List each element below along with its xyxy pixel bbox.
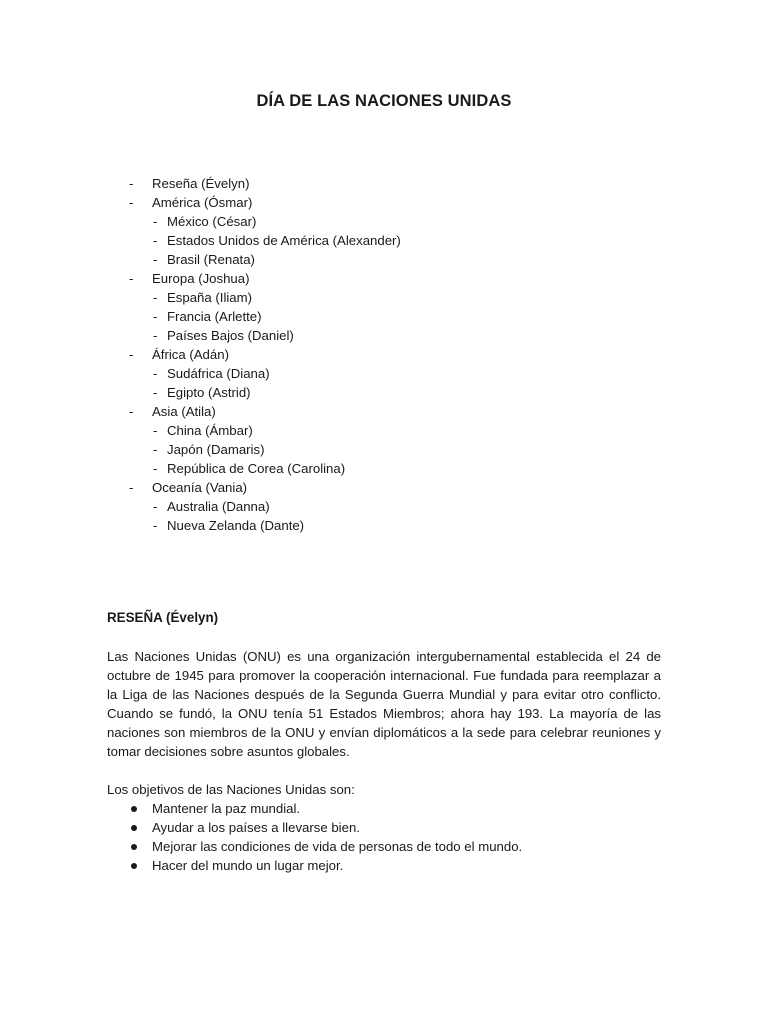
list-dash: - xyxy=(153,423,158,438)
outline-item-text: Reseña (Évelyn) xyxy=(152,176,250,191)
outline-subitem-text: España (Iliam) xyxy=(167,290,253,305)
list-dash: - xyxy=(153,328,158,343)
outline-item-text: Oceanía (Vania) xyxy=(152,480,248,495)
objective-text: Mantener la paz mundial. xyxy=(152,801,301,816)
outline-item-text: Asia (Atila) xyxy=(152,404,216,419)
objectives-intro: Los objetivos de las Naciones Unidas son: xyxy=(107,782,355,797)
list-dash: - xyxy=(153,309,158,324)
outline-item-text: América (Ósmar) xyxy=(152,195,253,210)
outline-subitem-text: Estados Unidos de América (Alexander) xyxy=(167,233,401,248)
list-dash: - xyxy=(153,214,158,229)
list-dash: - xyxy=(153,442,158,457)
list-dash: - xyxy=(129,271,134,286)
section-heading: RESEÑA (Évelyn) xyxy=(107,610,219,625)
list-dash: - xyxy=(153,233,158,248)
list-dash: - xyxy=(153,290,158,305)
list-dash: - xyxy=(153,518,158,533)
objective-text: Ayudar a los países a llevarse bien. xyxy=(152,820,360,835)
list-dash: - xyxy=(129,347,134,362)
list-dash: - xyxy=(129,480,134,495)
outline-subitem-text: Francia (Arlette) xyxy=(167,309,262,324)
list-dash: - xyxy=(153,461,158,476)
bullet-icon xyxy=(131,844,137,850)
objective-text: Mejorar las condiciones de vida de personas de todo el mundo. xyxy=(152,839,523,854)
list-dash: - xyxy=(129,404,134,419)
document-title: DÍA DE LAS NACIONES UNIDAS xyxy=(256,92,512,110)
list-dash: - xyxy=(153,385,158,400)
outline-subitem-text: Egipto (Astrid) xyxy=(167,385,251,400)
bullet-icon xyxy=(131,825,137,831)
list-dash: - xyxy=(129,195,134,210)
objective-text: Hacer del mundo un lugar mejor. xyxy=(152,858,344,873)
outline-subitem-text: Australia (Danna) xyxy=(167,499,270,514)
list-dash: - xyxy=(153,252,158,267)
outline-item-text: África (Adán) xyxy=(152,347,229,362)
list-dash: - xyxy=(153,366,158,381)
outline-subitem-text: Sudáfrica (Diana) xyxy=(167,366,270,381)
outline-subitem-text: Japón (Damaris) xyxy=(167,442,265,457)
paragraph-text: Las Naciones Unidas (ONU) es una organización intergubernamental establecida el 24 de octubre de 1945 para promover la cooperación internacional. Fue fundada para reemplazar a la Liga de las Naciones después de la Segunda Guerra Mundial y para evitar otro conflicto. Cuando se fundó, la ONU tenía 51 Estados Miembros; ahora hay 193. La mayoría de las naciones son miembros de la ONU y envían diplomáticos a la sede para celebrar reuniones y tomar decisiones sobre asuntos globales. xyxy=(107,649,661,759)
outline-subitem-text: México (César) xyxy=(167,214,257,229)
section-paragraph xyxy=(107,647,661,761)
outline-subitem-text: China (Ámbar) xyxy=(167,423,253,438)
outline-item-text: Europa (Joshua) xyxy=(152,271,250,286)
list-dash: - xyxy=(153,499,158,514)
outline-subitem-text: Nueva Zelanda (Dante) xyxy=(167,518,305,533)
outline-subitem-text: Países Bajos (Daniel) xyxy=(167,328,294,343)
outline-subitem-text: República de Corea (Carolina) xyxy=(167,461,346,476)
list-dash: - xyxy=(129,176,134,191)
bullet-icon xyxy=(131,863,137,869)
outline-subitem-text: Brasil (Renata) xyxy=(167,252,255,267)
bullet-icon xyxy=(131,806,137,812)
